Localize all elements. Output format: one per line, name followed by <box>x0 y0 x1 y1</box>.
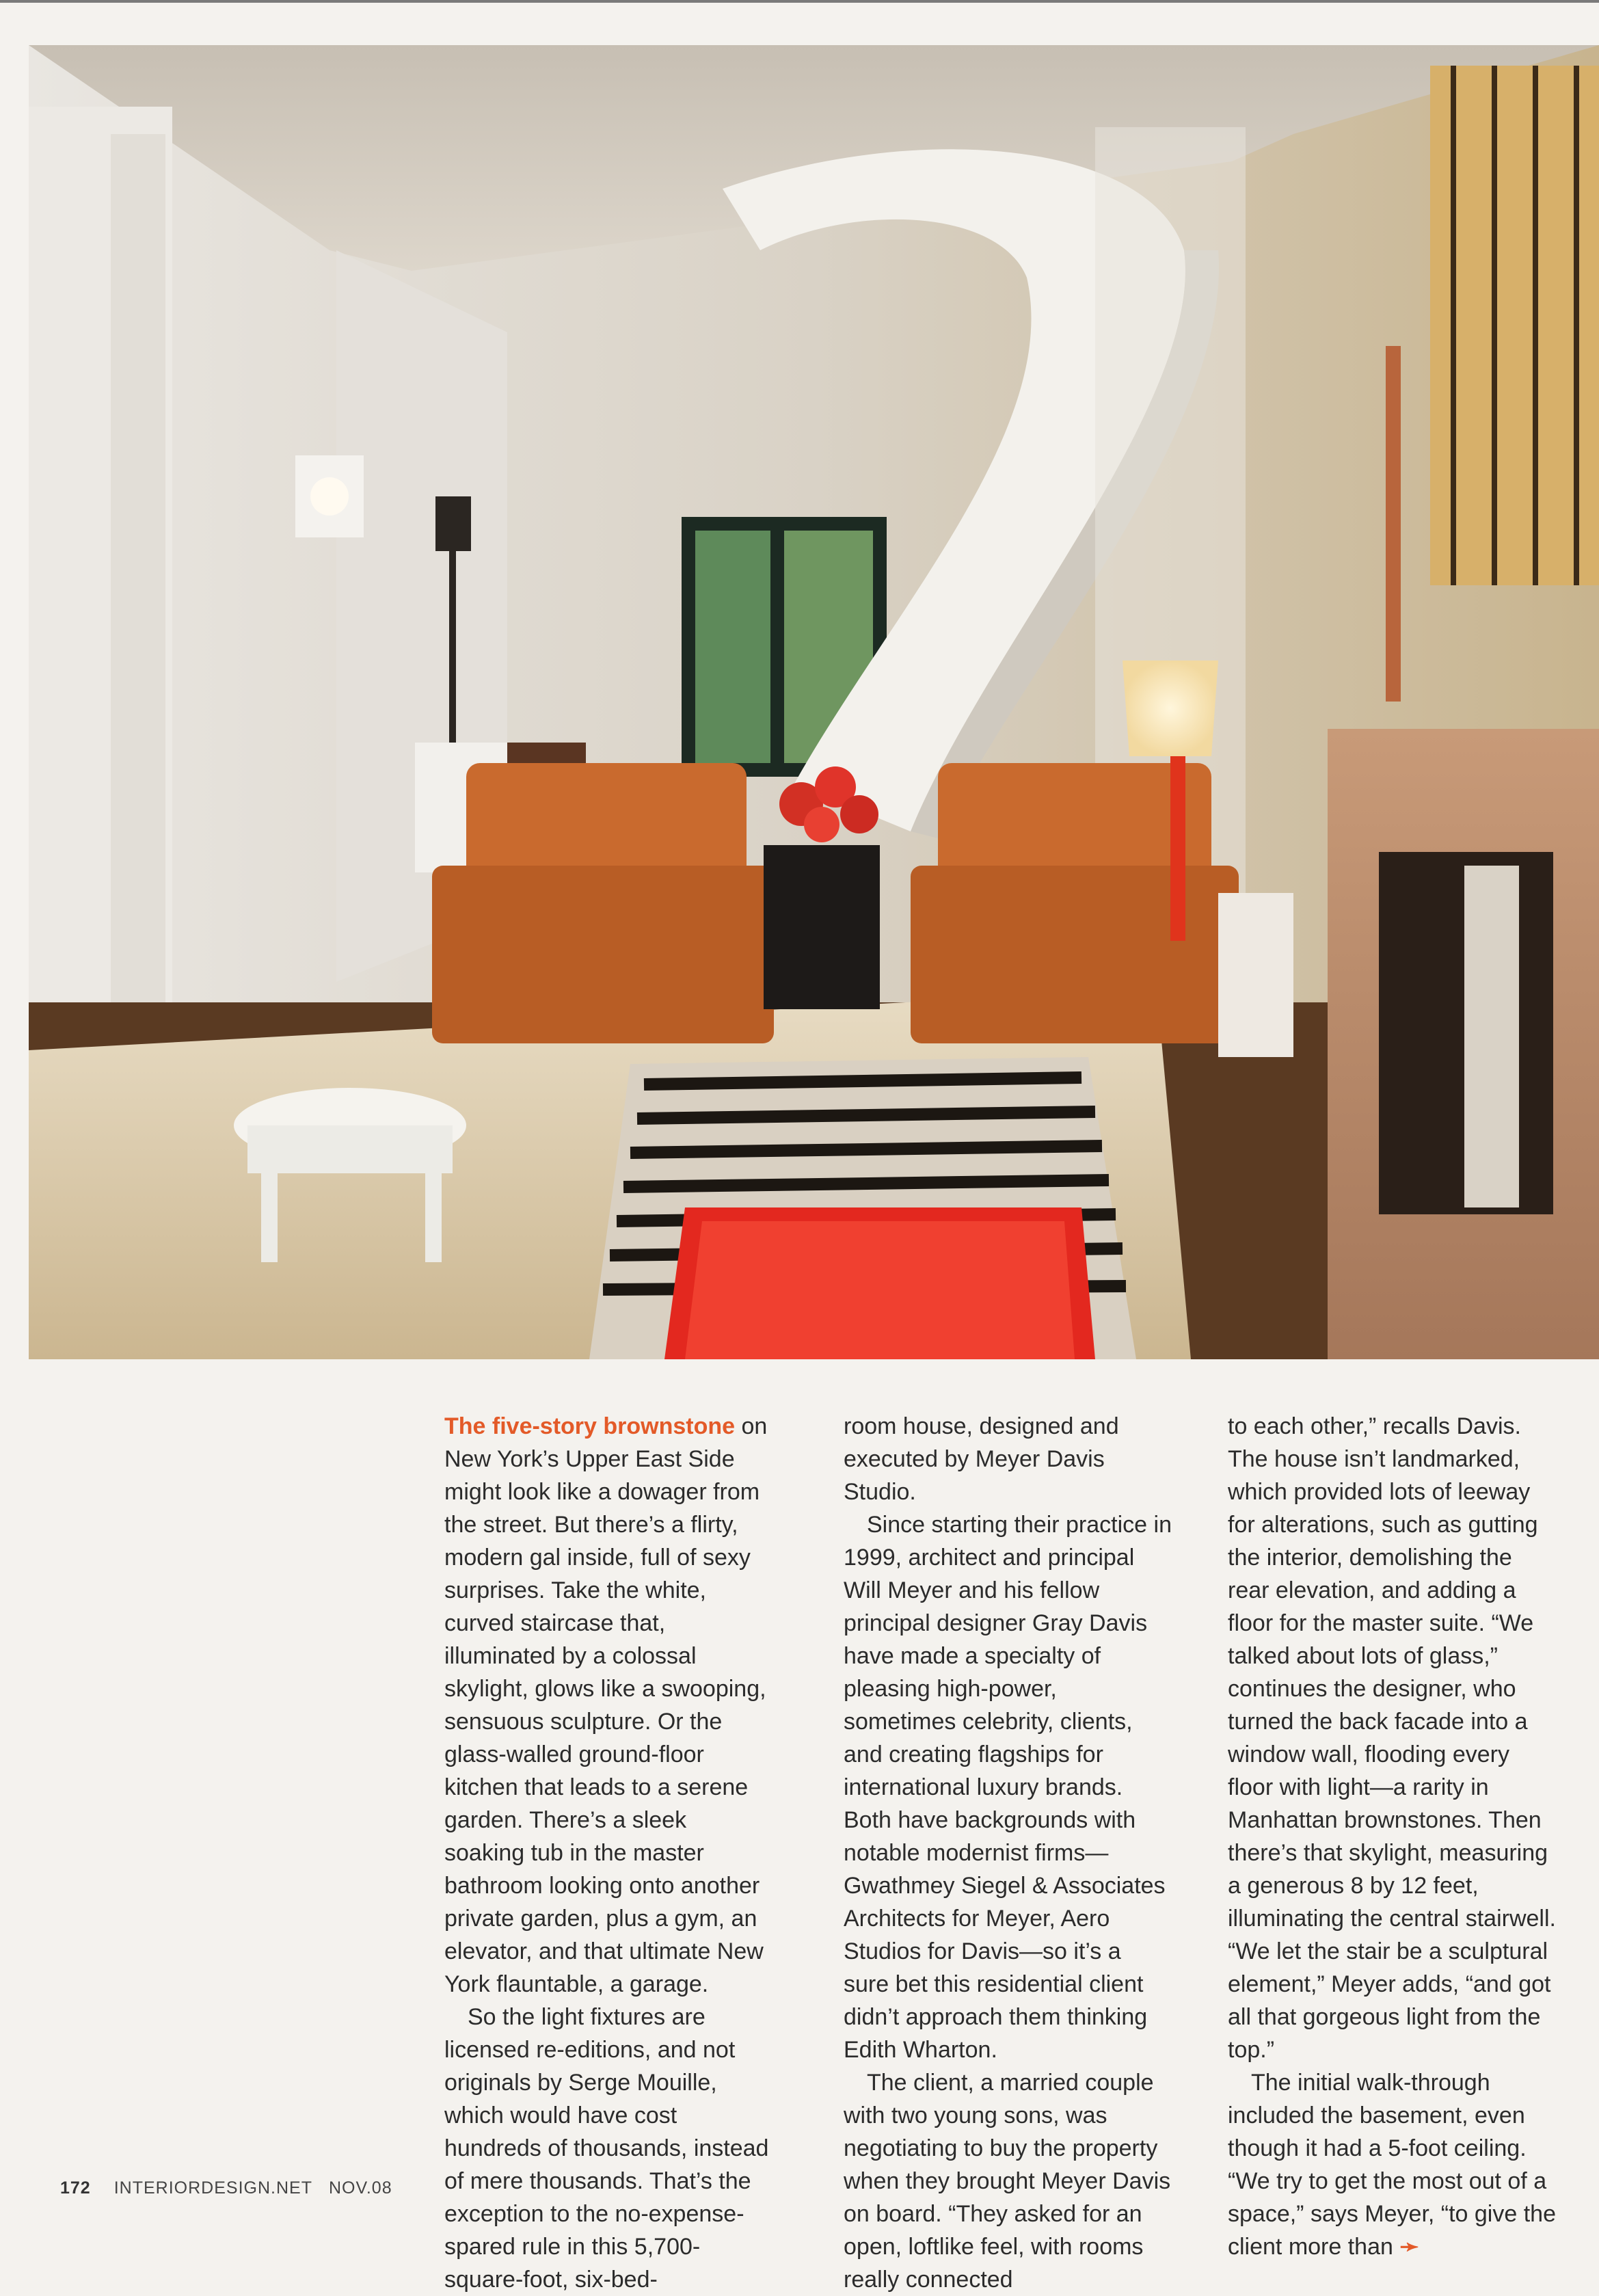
paragraph: room house, designed and executed by Meyer Davis Studio. <box>844 1413 1119 1505</box>
page-number: 172 <box>60 2178 91 2198</box>
arrow-right-icon: ➛ <box>1399 2234 1419 2260</box>
paragraph <box>444 1410 772 2001</box>
page-footer <box>60 2178 392 2198</box>
body-text: The initial walk-through included the basement, even though it had a 5-foot ceiling. “We try to get the most out of a space,” says Meyer, “to give the client more than <box>1228 2070 1556 2260</box>
living-room-photo <box>29 45 1599 1359</box>
issue-date: NOV.08 <box>328 2178 392 2198</box>
paragraph: to each other,” recalls Davis. The house isn’t landmarked, which provided lots of leeway for alterations, such as gutting the interior, demolishing the rear elevation, and adding a floor for the master suite. “We talked about lots of glass,” continues the designer, who turned the back facade into a window wall, flooding every floor with light—a rarity in Manhattan brownstones. Then there’s that skylight, measuring a generous 8 by 12 feet, illuminating the central stairwell. “We let the stair be a sculptural element,” Meyer adds, “and got all that gorgeous light from the top.” <box>1228 1413 1556 2063</box>
text-column-3 <box>1228 1410 1556 2263</box>
lede-text: The five-story brownstone <box>444 1413 736 1439</box>
top-rule <box>0 0 1599 3</box>
paragraph: Since starting their practice in 1999, architect and principal Will Meyer and his fellow principal designer Gray Davis have made a specialty of pleasing high-power, sometimes celebrity, clients, and creating flagships for international luxury brands. Both have backgrounds with notable modernist firms—Gwathmey Siegel & Associates Architects for Meyer, Aero Studios for Davis—so it’s a sure bet this residential client didn’t approach them thinking Edith Wharton. <box>844 1512 1172 2063</box>
body-text: on New York’s Upper East Side might look like a dowager from the street. But there’s a flirty, modern gal inside, full of sexy surprises. Take the white, curved staircase that, illuminated by a colossal skylight, glows like a swooping, sensuous sculpture. Or the glass-walled ground-floor kitchen that leads to a serene garden. There’s a sleek soaking tub in the master bathroom looking onto another private garden, plus a gym, an elevator, and that ultimate New York flauntable, a garage. <box>444 1413 768 1997</box>
paragraph: So the light fixtures are licensed re-editions, and not originals by Serge Mouille, which would have cost hundreds of thousands, instead of mere thousands. That’s the exception to the no-expense-spared rule in this 5,700-square-foot, six-bed- <box>444 2004 769 2293</box>
paragraph: The client, a married couple with two young sons, was negotiating to buy the property when they brought Meyer Davis on board. “They asked for an open, loftlike feel, with rooms really connected <box>844 2070 1171 2293</box>
site-name: INTERIORDESIGN.NET <box>113 2178 312 2198</box>
text-column-1 <box>444 1410 772 2296</box>
text-column-2 <box>844 1410 1172 2296</box>
paragraph <box>1228 2066 1556 2263</box>
